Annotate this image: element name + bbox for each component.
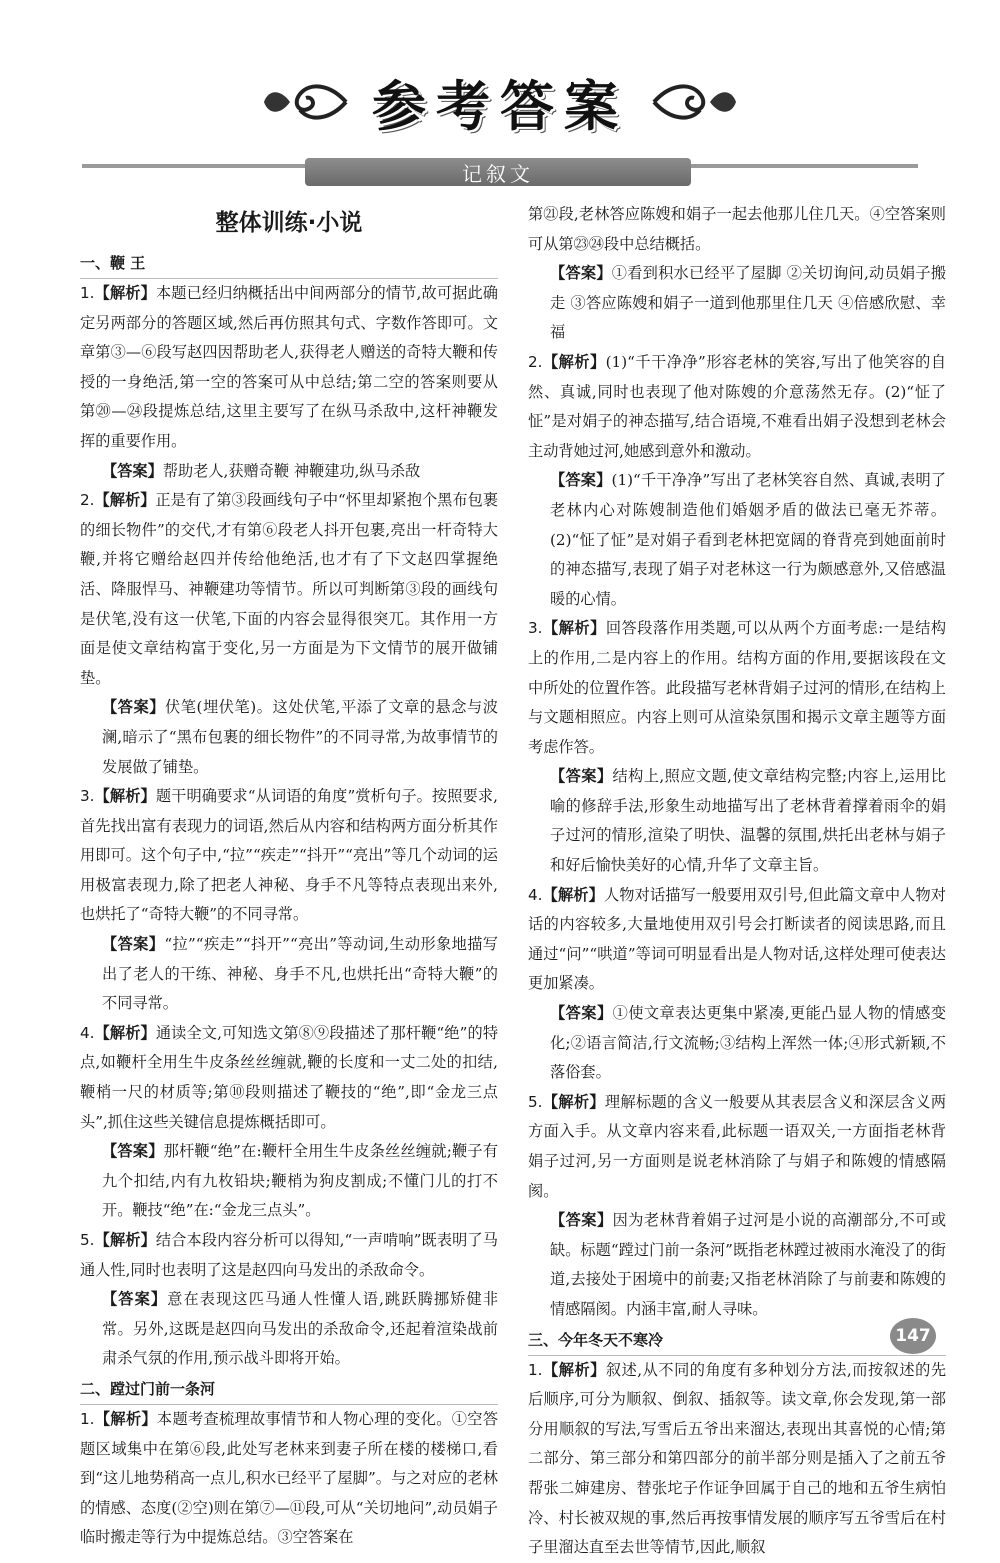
story-title-3: 三、今年冬天不寒冷	[528, 1325, 946, 1356]
answer-item	[528, 259, 946, 348]
item-tag: 【解析】	[542, 885, 604, 904]
item-tag: 【解析】	[94, 787, 156, 806]
item-text: 本题考查梳理故事情节和人物心理的变化。①空答题区域集中在第⑥段,此处写老林来到妻子所在楼的楼梯口,看到“这儿地势稍高一点儿,积水已经平了屋脚”。与之对应的老林的情感、态度(②空)则在第⑦—⑪段,可从“关切地问”,动员娟子临时搬走等行为中提炼总结。③空答案在	[80, 1409, 499, 1547]
item-tag: 【解析】	[94, 1023, 156, 1042]
item-tag: 【答案】	[550, 471, 612, 490]
ornament-left-icon	[260, 74, 350, 130]
item-text: (1)“千干净净”形容老林的笑容,写出了他笑容的自然、真诚,同时也表现了他对陈嫂的介意荡然无存。(2)“怔了怔”是对娟子的神态描写,结合语境,不难看出娟子没想到老林会主动背她过河,她感到意外和激动。	[528, 352, 947, 460]
question-number: 1.	[528, 1360, 543, 1379]
answer-item	[80, 1137, 498, 1226]
question-item	[80, 486, 498, 693]
item-tag: 【解析】	[94, 284, 156, 302]
page-title: 参考答案	[372, 74, 628, 138]
answer-item	[528, 999, 946, 1088]
item-text: ①使文章表达更集中紧凑,更能凸显人物的情感变化;②语言简洁,行文流畅;③结构上浑然一体;④形式新颖,不落俗套。	[550, 1004, 947, 1082]
answer-item	[528, 466, 946, 614]
answer-item	[80, 930, 498, 1019]
item-text: 帮助老人,获赠奇鞭 神鞭建功,纵马杀敌	[162, 461, 421, 480]
item-text: 结合本段内容分析可以得知,“一声啃响”既表明了马通人性,同时也表明了这是赵四向马发出的杀敌命令。	[80, 1231, 498, 1279]
item-tag: 【答案】	[102, 1142, 164, 1161]
question-number: 1.	[80, 284, 95, 302]
answer-item	[80, 693, 498, 782]
story-2-items	[80, 1405, 498, 1553]
item-text: 正是有了第③段画线句子中“怀里却紧抱个黑布包裹的细长物件”的交代,才有第⑥段老人抖开包裹,亮出一杆奇特大鞭,并将它赠给赵四并传给他绝活,也才有了下文赵四掌握绝活、降服悍马、神鞭建功等情节。所以可判断第③段的画线句是伏笔,没有这一伏笔,下面的内容会显得很突兀。其作用一方面是使文章结构富于变化,另一方面是为下文情节的展开做铺垫。	[80, 491, 499, 687]
question-number: 5.	[528, 1092, 543, 1111]
right-column	[528, 200, 946, 1563]
question-number: 4.	[528, 885, 543, 904]
item-text: 人物对话描写一般要用双引号,但此篇文章中人物对话的内容较多,大量地使用双引号会打断读者的阅读思路,而且通过“问”“哄道”等词可明显看出是人物对话,这样处理可使表达更加紧凑。	[528, 885, 946, 993]
question-item	[528, 1088, 946, 1206]
answer-item	[80, 457, 498, 487]
story-title-1: 一、鞭 王	[80, 248, 498, 279]
item-text: 理解标题的含义一般要从其表层含义和深层含义两方面入手。从文章内容来看,此标题一语双关,一方面指老林背娟子过河,另一方面则是说老林消除了与娟子和陈嫂的情感隔阂。	[528, 1092, 947, 1200]
item-tag: 【答案】	[550, 767, 613, 786]
item-tag: 【解析】	[542, 619, 606, 638]
ornament-right-icon	[650, 74, 740, 130]
question-number: 3.	[80, 787, 95, 806]
item-tag: 【答案】	[550, 264, 612, 283]
item-text: 题干明确要求“从词语的角度”赏析句子。按照要求,首先找出富有表现力的词语,然后从内容和结构两方面分析其作用即可。这个句子中,“拉”“疾走”“抖开”“亮出”等几个动词的运用极富表现力,除了把老人神秘、身手不凡等特点表现出来外,也烘托了“奇特大鞭”的不同寻常。	[80, 787, 499, 924]
subtitle: 整体训练·小说	[215, 210, 363, 236]
item-text: “拉”“疾走”“抖开”“亮出”等动词,生动形象地描写出了老人的干练、神秘、身手不凡,也烘托出“奇特大鞭”的不同寻常。	[102, 935, 498, 1013]
answer-item	[528, 1206, 946, 1324]
question-item	[80, 782, 498, 930]
answer-item	[80, 1285, 498, 1374]
item-tag: 【答案】	[550, 1004, 613, 1023]
question-number: 2.	[528, 352, 543, 371]
continuation-text: 第㉑段,老林答应陈嫂和娟子一起去他那儿住几天。④空答案则可从第㉓㉔段中总结概括。	[528, 205, 946, 253]
item-text: 伏笔(埋伏笔)。这处伏笔,平添了文章的悬念与波澜,暗示了“黑布包裹的细长物件”的不同寻常,为故事情节的发展做了铺垫。	[102, 698, 498, 776]
item-tag: 【解析】	[542, 1360, 606, 1379]
question-number: 4.	[80, 1023, 95, 1042]
story-title-2: 二、蹚过门前一条河	[80, 1374, 498, 1405]
question-item	[80, 1019, 498, 1137]
page-number: 147	[890, 1318, 936, 1354]
question-item	[528, 1356, 946, 1563]
question-number: 3.	[528, 619, 543, 638]
item-text: 回答段落作用类题,可以从两个方面考虑:一是结构上的作用,二是内容上的作用。结构方面的作用,要据该段在文中所处的位置作答。此段描写老林背娟子过河的情形,在结构上与文题相照应。内容上则可从渲染氛围和揭示文章主题等方面考虑作答。	[528, 619, 947, 756]
answer-item	[528, 762, 946, 880]
item-text: (1)“千干净净”写出了老林笑容自然、真诚,表明了老林内心对陈嫂制造他们婚姻矛盾的做法已毫无芥蒂。(2)“怔了怔”是对娟子看到老林把宽阔的脊背亮到她面前时的神态描写,表现了娟子对老林这一行为颇感意外,又倍感温暖的心情。	[550, 471, 947, 608]
item-tag: 【答案】	[102, 935, 165, 954]
question-item	[528, 881, 946, 999]
page-header	[0, 62, 1000, 142]
item-tag: 【答案】	[550, 1211, 613, 1230]
item-text: 本题已经归纳概括出中间两部分的情节,故可据此确定另两部分的答题区域,然后再仿照其句式、字数作答即可。文章第③—⑥段写赵四因帮助老人,获得老人赠送的奇特大鞭和传授的一身绝活,第一空的答案可从中总结;第二空的答案则要从第⑳—㉔段提炼总结,这里主要写了在纵马杀敌中,这杆神鞭发挥的重要作用。	[80, 284, 498, 450]
item-text: 因为老林背着娟子过河是小说的高潮部分,不可或缺。标题“蹚过门前一条河”既指老林蹚过被雨水淹没了的街道,去接处于困境中的前妻;又指老林消除了与前妻和陈嫂的情感隔阂。内涵丰富,耐人寻味。	[550, 1211, 947, 1318]
item-tag: 【解析】	[94, 1231, 156, 1249]
item-tag: 【答案】	[102, 1290, 168, 1309]
question-item	[80, 279, 498, 457]
item-text: 那杆鞭“绝”在:鞭杆全用生牛皮条丝丝缠就;鞭子有九个扣结,内有九枚铅块;鞭梢为狗皮割成;不懂门儿的打不开。鞭技“绝”在:“金龙三点头”。	[102, 1142, 499, 1220]
item-tag: 【解析】	[542, 1092, 605, 1111]
item-tag: 【答案】	[102, 461, 163, 480]
question-item	[528, 614, 946, 762]
item-tag: 【解析】	[94, 491, 156, 510]
item-tag: 【答案】	[102, 698, 166, 717]
question-number: 5.	[80, 1231, 95, 1249]
question-item	[80, 1226, 498, 1285]
item-text: ①看到积水已经平了屋脚 ②关切询问,动员娟子搬走 ③答应陈嫂和娟子一道到他那里住几天 ④倍感欣慰、幸福	[550, 264, 947, 342]
story-1-items	[80, 279, 498, 1374]
left-column	[80, 200, 498, 1553]
story-2-continued-items	[528, 259, 946, 1324]
item-tag: 【解析】	[542, 352, 606, 371]
item-text: 结构上,照应文题,使文章结构完整;内容上,运用比喻的修辞手法,形象生动地描写出了老林背着撑着雨伞的娟子过河的情形,渲染了明快、温馨的氛围,烘托出老林与娟子和好后愉快美好的心情,升华了文章主旨。	[550, 767, 946, 875]
item-text: 叙述,从不同的角度有多种划分方法,而按叙述的先后顺序,可分为顺叙、倒叙、插叙等。读文章,你会发现,第一部分用顺叙的写法,写雪后五爷出来溜达,表现出其喜悦的心情;第二部分、第三部分和第四部分的前半部分则是插入了之前五爷帮张二婶建房、替张坨子作证争回属于自己的地和五爷生病怕冷、村长被双规的事,然后再按事情发展的顺序写五爷雪后在村子里溜达直至去世等情节,因此,顺叙	[528, 1360, 947, 1557]
question-item	[528, 348, 946, 466]
section-banner: 记叙文	[305, 158, 691, 186]
item-text: 通读全文,可知选文第⑧⑨段描述了那杆鞭“绝”的特点,如鞭杆全用生牛皮条丝丝缠就,鞭的长度和一丈二处的扣结,鞭梢一尺的材质等;第⑩段则描述了鞭技的“绝”,即“金龙三点头”,抓住这些关键信息提炼概括即可。	[80, 1023, 499, 1131]
item-tag: 【解析】	[94, 1409, 157, 1428]
item-text: 意在表现这匹马通人性懂人语,跳跃腾挪矫健非常。另外,这既是赵四向马发出的杀敌命令,还起着渲染战前肃杀气氛的作用,预示战斗即将开始。	[102, 1290, 499, 1368]
question-number: 1.	[80, 1409, 95, 1428]
question-item	[80, 1405, 498, 1553]
story-3-items	[528, 1356, 946, 1563]
question-number: 2.	[80, 491, 95, 510]
